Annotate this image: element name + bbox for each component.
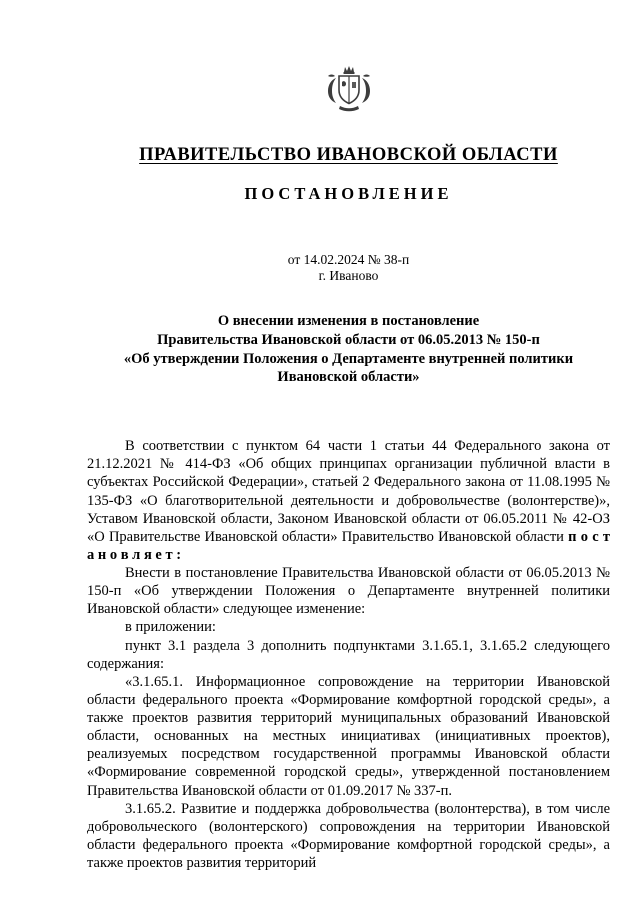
- resolves-keyword: п о с т а н о в л я е т :: [87, 528, 610, 563]
- subject-line: Ивановской области»: [277, 369, 420, 386]
- subject-line: Правительства Ивановской области от 06.05.2013 № 150-п: [157, 331, 540, 348]
- body-paragraph: в приложении:: [125, 619, 216, 636]
- subject-block: [87, 312, 610, 387]
- org-title: ПРАВИТЕЛЬСТВО ИВАНОВСКОЙ ОБЛАСТИ: [139, 145, 558, 165]
- emblem-container: [87, 64, 610, 123]
- body-paragraph-intro: [87, 437, 610, 564]
- body-paragraph: Внести в постановление Правительства Ивановской области от 06.05.2013 № 150-п «Об утверждении Положения о Департаменте внутренней политики Ивановской области» следующее изменение:: [87, 565, 610, 618]
- body-paragraph: 3.1.65.2. Развитие и поддержка добровольчества (волонтерства), в том числе добровольческого (волонтерского) сопровождения на территории Ивановской области федерального проекта «Формирование комфортной городской среды», а также проектов развития территорий: [87, 800, 610, 872]
- subject-line: О внесении изменения в постановление: [217, 312, 480, 329]
- place-line: г. Иваново: [318, 267, 379, 283]
- intro-text: В соответствии с пунктом 64 части 1 статьи 44 Федерального закона от 21.12.2021 № 414-ФЗ «Об общих принципах организации публичной власти в субъектах Российской Федерации», статьей 2 Федерального закона от 11.08.1995 № 135-ФЗ «О благотворительной деятельности и добровольчестве (волонтерстве)», Уставом Ивановской области, Законом Ивановской области от 06.05.2011 № 42-ОЗ «О Правительстве Ивановской области» Правительство Ивановской области: [87, 438, 610, 545]
- date-number-line: от 14.02.2024 № 38-п: [287, 252, 410, 267]
- ivanovo-coat-of-arms-icon: [318, 105, 380, 122]
- body-paragraph: пункт 3.1 раздела 3 дополнить подпунктами 3.1.65.1, 3.1.65.2 следующего содержания:: [87, 637, 610, 672]
- body-paragraph: «3.1.65.1. Информационное сопровождение на территории Ивановской области федерального проекта «Формирование комфортной городской среды», а также проектов развития территорий муниципальных образований Ивановской области, основанных на местных инициативах (инициативных проектов), реализуемых посредством государственной программы Ивановской области «Формирование современной городской среды», утвержденной постановлением Правительства Ивановской области от 01.09.2017 № 337-п.: [87, 673, 610, 799]
- document-body: [87, 437, 610, 872]
- subject-line: «Об утверждении Положения о Департаменте внутренней политики: [123, 350, 574, 367]
- doc-type-title: ПОСТАНОВЛЕНИЕ: [244, 184, 453, 203]
